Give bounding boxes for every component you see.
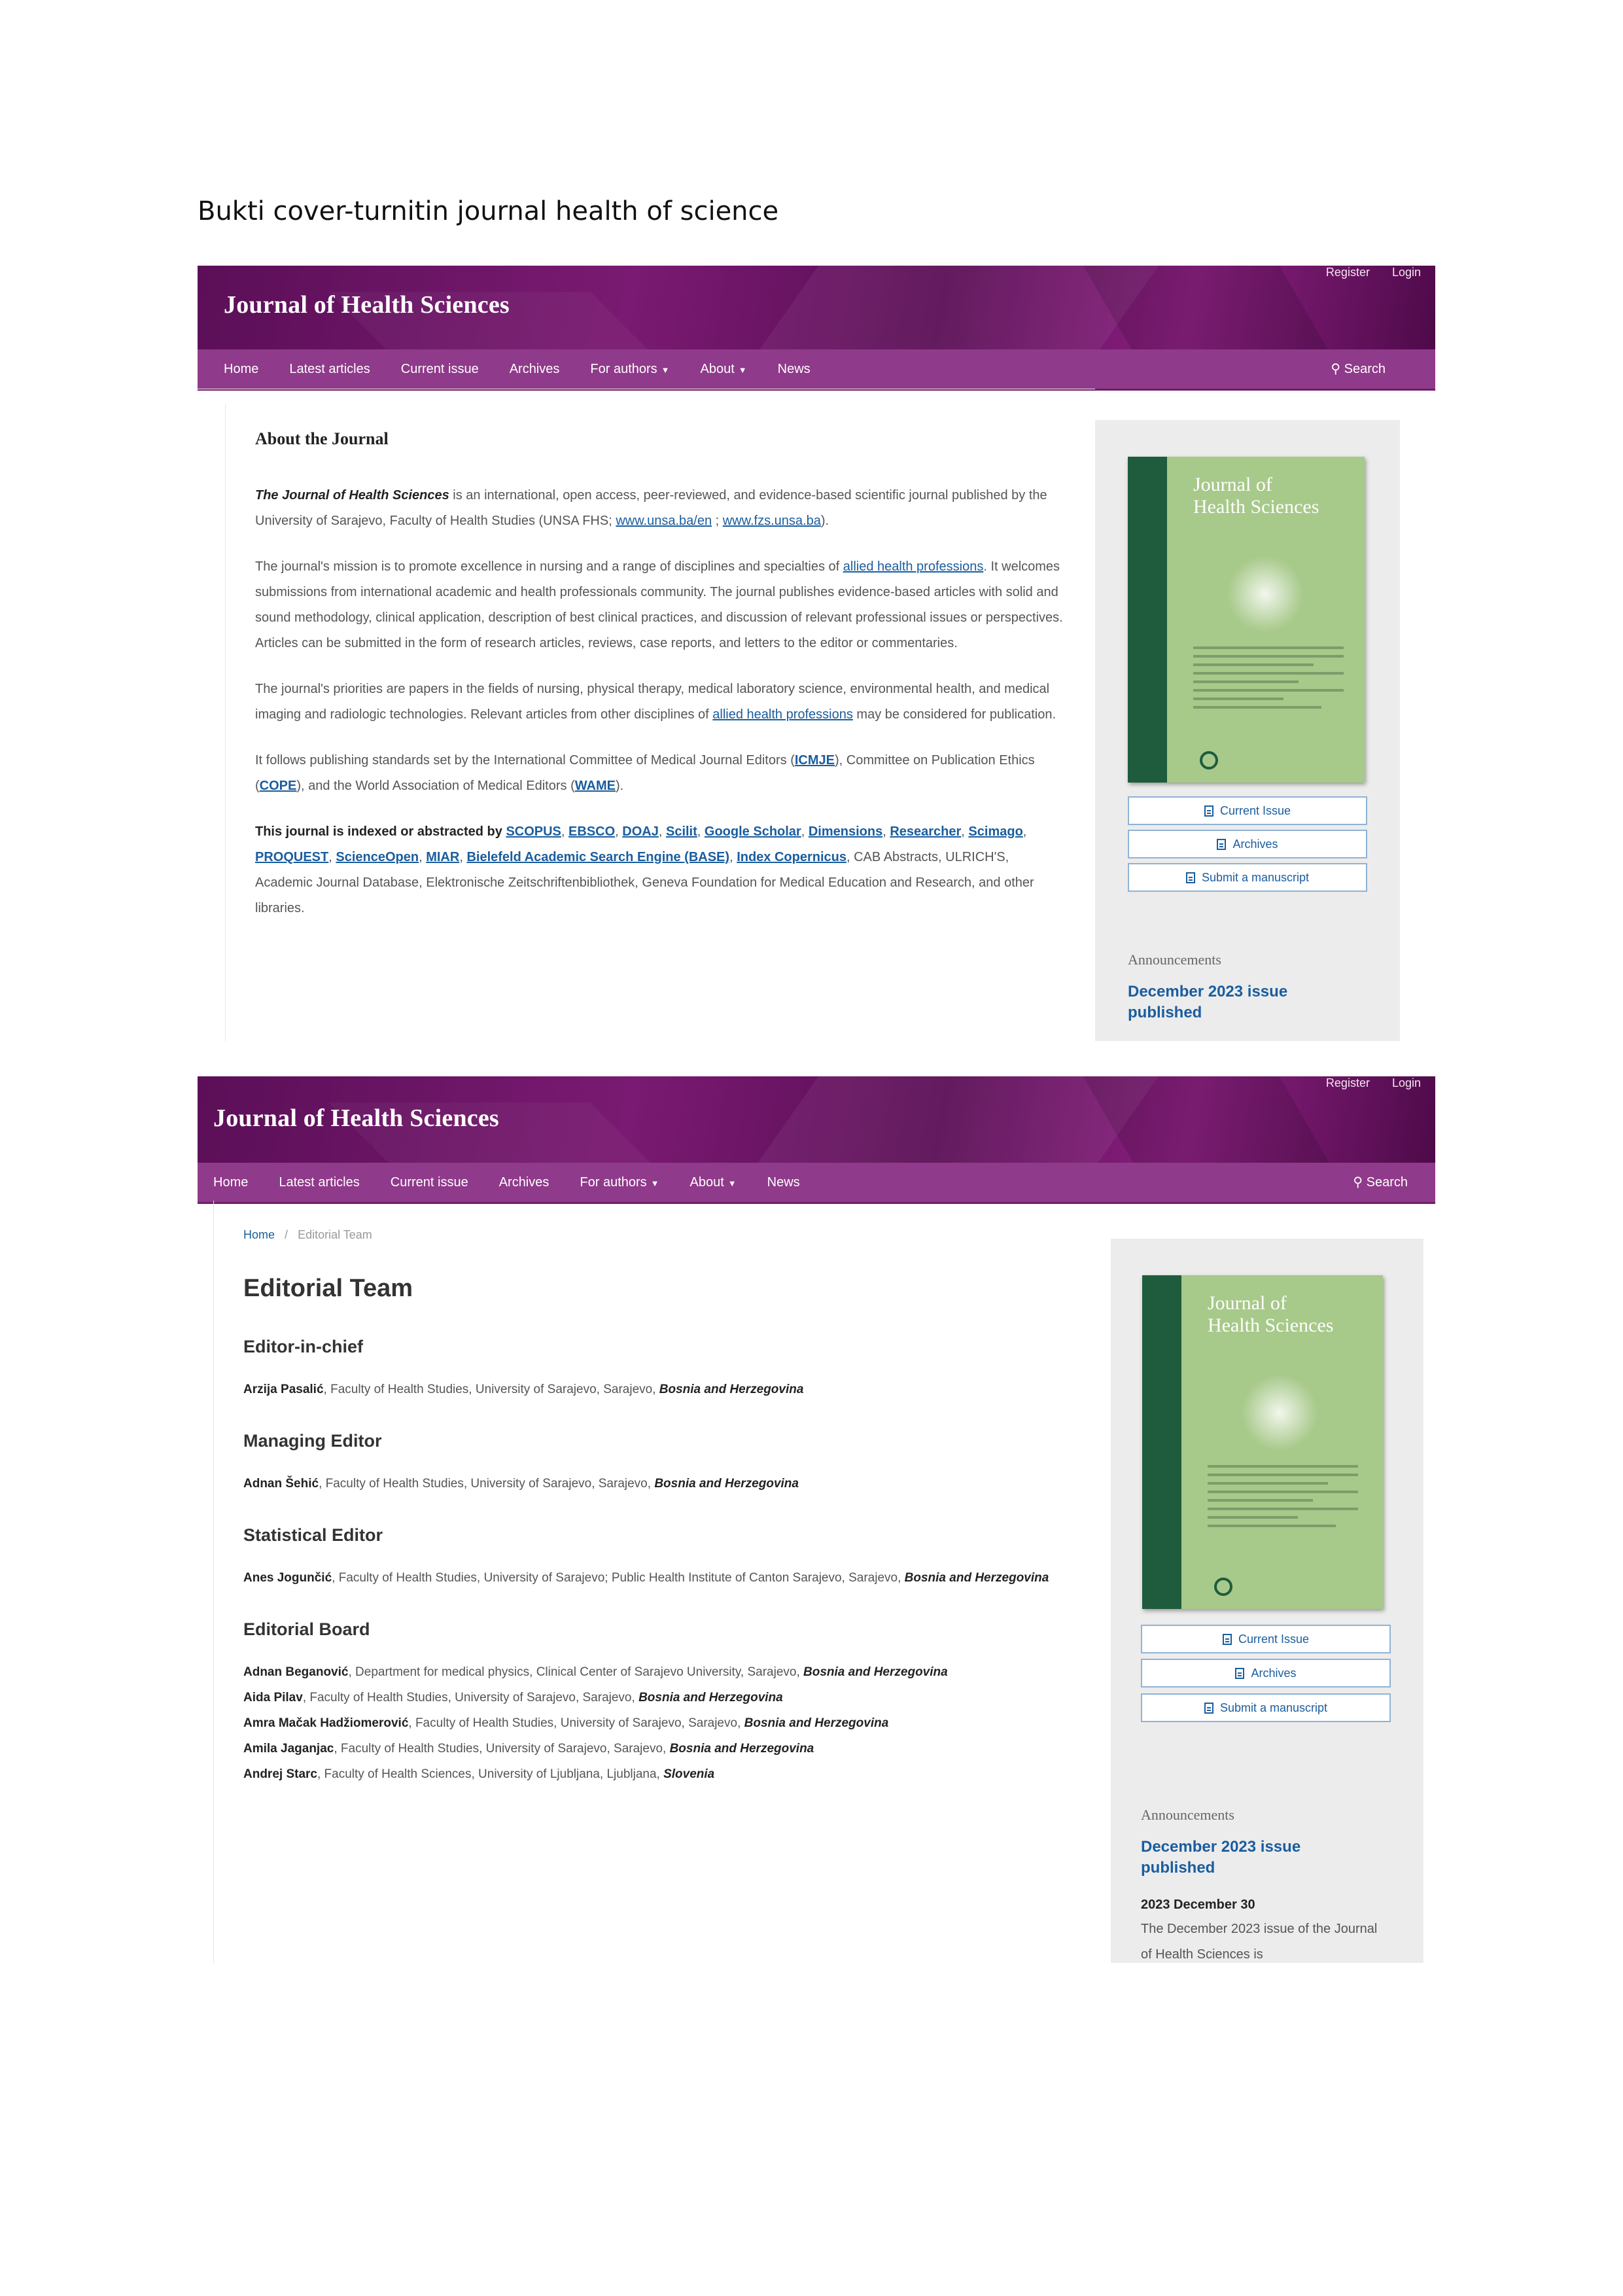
login-link[interactable]: Login [1391,1076,1421,1089]
submit-manuscript-button[interactable]: Submit a manuscript [1128,863,1367,892]
index-link[interactable]: Bielefeld Academic Search Engine (BASE) [466,850,730,864]
editor-entry: Anes Jogunčić, Faculty of Health Studies, University of Sarajevo; Public Health Institute of Canton Sarajevo, Sarajevo, Bosnia and Herzegovina [243,1571,1049,1585]
announcement-title-link[interactable]: December 2023 issue published [1141,1838,1301,1877]
nav-home[interactable]: Home [224,361,259,376]
document-caption: Bukti cover-turnitin journal health of science [198,196,779,226]
announcements-heading: Announcements [1141,1807,1234,1823]
nav-latest-articles[interactable]: Latest articles [289,361,370,376]
document-icon [1217,839,1226,850]
user-links [1304,266,1421,279]
editor-entry: Amra Mačak Hadžiomerović, Faculty of Health Studies, University of Sarajevo, Sarajevo, Bosnia and Herzegovina [243,1716,889,1730]
page-title: Editorial Team [243,1275,413,1302]
index-link[interactable]: DOAJ [622,824,659,839]
about-paragraph-1: The Journal of Health Sciences is an international, open access, peer-reviewed, and evidence-based scientific journal published by the University of Sarajevo, Faculty of Health Studies (UNSA FHS; www.unsa.ba/en ; www.fzs.unsa.ba). [255,488,1047,528]
nav-for-authors[interactable]: For authors ▼ [590,361,670,376]
nav-news[interactable]: News [767,1174,800,1190]
nav-archives[interactable]: Archives [498,1174,550,1190]
about-heading: About the Journal [255,429,389,448]
fzs-link[interactable]: www.fzs.unsa.ba [722,514,821,528]
journal-cover-image[interactable]: Journal of Health Sciences [1128,457,1365,783]
nav-archives[interactable]: Archives [509,361,560,376]
editor-entry: Amila Jaganjac, Faculty of Health Studies, University of Sarajevo, Sarajevo, Bosnia and Herzegovina [243,1742,814,1756]
nav-news[interactable]: News [777,361,811,376]
index-link[interactable]: EBSCO [568,824,616,839]
archives-button[interactable]: Archives [1141,1659,1391,1687]
search-icon: ⚲ [1331,362,1341,376]
document-icon [1235,1668,1244,1679]
nav-current-issue[interactable]: Current issue [390,1174,468,1190]
site-name[interactable]: Journal of Health Sciences [224,291,510,319]
current-issue-button[interactable]: Current Issue [1128,796,1367,825]
login-link[interactable]: Login [1391,266,1421,279]
index-link[interactable]: Google Scholar [704,824,801,839]
nav-about[interactable]: About ▼ [700,361,747,376]
submit-manuscript-button[interactable]: Submit a manuscript [1141,1693,1391,1722]
announcement-date: 2023 December 30 [1141,1898,1255,1912]
journal-cover-image[interactable]: Journal of Health Sciences [1142,1275,1383,1609]
editor-entry: Andrej Starc, Faculty of Health Sciences, University of Ljubljana, Ljubljana, Slovenia [243,1767,715,1781]
document-icon [1204,805,1213,817]
announcement-title-link[interactable]: December 2023 issue published [1128,983,1288,1021]
announcements-heading: Announcements [1128,951,1221,968]
caret-down-icon: ▼ [738,364,747,375]
index-link[interactable]: ScienceOpen [336,850,419,864]
index-link[interactable]: SCOPUS [506,824,561,839]
nav-for-authors[interactable]: For authors ▼ [580,1174,659,1190]
editorial-section-heading: Statistical Editor [243,1525,383,1545]
unsa-link[interactable]: www.unsa.ba/en [616,514,712,528]
document-icon [1223,1634,1232,1645]
archives-button[interactable]: Archives [1128,830,1367,858]
nav-about[interactable]: About ▼ [689,1174,737,1190]
publisher-logo-icon [1214,1578,1232,1596]
site-banner [198,266,1435,349]
document-icon [1204,1703,1213,1714]
about-paragraph-2: The journal's mission is to promote excellence in nursing and a range of disciplines and specialties of allied health professions. It welcomes submissions from international academic and health professionals community. The journal publishes evidence-based articles with solid and sound methodology, clinical application, description of best clinical practices, and discussion of relevant professional issues or perspectives. Articles can be submitted in the form of research articles, reviews, case reports, and letters to the editor or commentaries. [255,559,1063,650]
editorial-main-content [213,1201,1110,1963]
site-name[interactable]: Journal of Health Sciences [213,1104,499,1132]
cope-link[interactable]: COPE [259,779,297,793]
index-link[interactable]: Scilit [665,824,697,839]
icmje-link[interactable]: ICMJE [794,753,835,768]
main-nav [198,349,1435,391]
index-link[interactable]: Index Copernicus [737,850,846,864]
about-paragraph-5: This journal is indexed or abstracted by SCOPUS, EBSCO, DOAJ, Scilit, Google Scholar, Dimensions, Researcher, Scimago, PROQUEST, ScienceOpen, MIAR, Bielefeld Academic Search Engine (BASE), Index Copernicus, CAB Abstracts, ULRICH'S, Academic Journal Database, Elektronische Zeitschriftenbibliothek, Geneva Foundation for Medical Education and Research, and other libraries. [255,824,1034,915]
about-paragraph-3: The journal's priorities are papers in the fields of nursing, physical therapy, medical laboratory science, environmental health, and medical imaging and radiologic technologies. Relevant articles from other disciplines of allied health professions may be considered for publication. [255,682,1056,722]
editor-entry: Adnan Šehić, Faculty of Health Studies, University of Sarajevo, Sarajevo, Bosnia and Herzegovina [243,1477,799,1491]
editorial-section-heading: Editorial Board [243,1619,370,1639]
breadcrumb-current: Editorial Team [298,1228,372,1241]
editor-entry: Arzija Pasalić, Faculty of Health Studies, University of Sarajevo, Sarajevo, Bosnia and Herzegovina [243,1383,804,1396]
index-link[interactable]: Researcher [890,824,962,839]
index-link[interactable]: PROQUEST [255,850,329,864]
index-link[interactable]: MIAR [426,850,460,864]
editorial-section-heading: Editor-in-chief [243,1337,363,1356]
about-paragraph-4: It follows publishing standards set by the International Committee of Medical Journal Editors (ICMJE), Committee on Publication Ethics (COPE), and the World Association of Medical Editors (WAME). [255,753,1035,793]
editorial-section-heading: Managing Editor [243,1431,382,1451]
editor-entry: Aida Pilav, Faculty of Health Studies, University of Sarajevo, Sarajevo, Bosnia and Herzegovina [243,1691,783,1704]
nav-latest-articles[interactable]: Latest articles [279,1174,360,1190]
about-main-content [225,404,1096,1041]
screenshot-editorial-team [198,1076,1435,1963]
current-issue-button[interactable]: Current Issue [1141,1625,1391,1653]
editor-entry: Adnan Beganović, Department for medical physics, Clinical Center of Sarajevo University, Sarajevo, Bosnia and Herzegovina [243,1665,948,1679]
register-link[interactable]: Register [1325,266,1370,279]
search-button[interactable]: ⚲ Search [1331,362,1386,376]
search-button[interactable]: ⚲ Search [1353,1175,1408,1190]
allied-health-link-2[interactable]: allied health professions [712,707,853,722]
user-links [1304,1076,1421,1090]
publisher-logo-icon [1200,751,1218,769]
index-link[interactable]: Dimensions [808,824,883,839]
wame-link[interactable]: WAME [574,779,616,793]
screenshot-about-journal [198,266,1435,1041]
caret-down-icon: ▼ [727,1178,737,1188]
about-body [255,483,1063,921]
nav-home[interactable]: Home [213,1174,249,1190]
index-link[interactable]: Scimago [968,824,1023,839]
breadcrumb-home-link[interactable]: Home [243,1228,275,1241]
caret-down-icon: ▼ [661,364,670,375]
caret-down-icon: ▼ [650,1178,659,1188]
document-icon [1186,872,1195,883]
announcement-excerpt: The December 2023 issue of the Journal of Health Sciences is [1141,1922,1378,1962]
main-nav [198,1163,1435,1204]
sidebar [1095,420,1400,1041]
allied-health-link[interactable]: allied health professions [843,559,984,574]
register-link[interactable]: Register [1325,1076,1370,1089]
breadcrumb: Home / Editorial Team [243,1228,372,1241]
sidebar [1111,1239,1423,1963]
search-icon: ⚲ [1353,1175,1363,1190]
site-banner [198,1076,1435,1163]
nav-current-issue[interactable]: Current issue [400,361,479,376]
